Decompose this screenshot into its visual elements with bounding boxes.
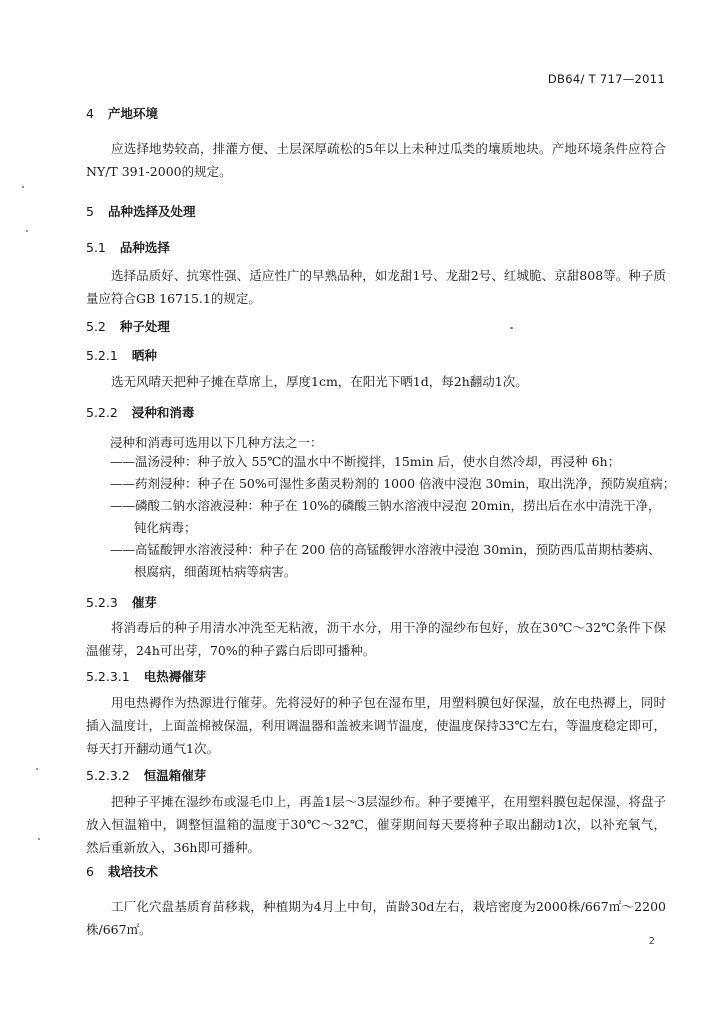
section-5-1-paragraph: 选择品质好、抗寒性强、适应性广的早熟品种，如龙甜1号、龙甜2号、红城脆、京甜808等。种子质量应符合GB 16715.1的规定。 [86, 268, 666, 306]
section-number: 6 [86, 864, 94, 879]
section-4-paragraph: 应选择地势较高，排灌方便、土层深厚疏松的5年以上未种过瓜类的壤质地块。产地环境条件应符合NY/T 391-2000的规定。 [86, 141, 666, 179]
section-title: 电热褥催芽 [143, 669, 207, 684]
list-item: ——磷酸二钠水溶液浸种：种子在 10%的磷酸三钠水溶液中浸泡 20min，捞出后在水中清洗干净， [110, 498, 661, 513]
scan-speck [36, 768, 38, 770]
section-number: 5.2.3.1 [86, 669, 130, 684]
section-5-2-3-1-paragraph: 用电热褥作为热源进行催芽。先将浸好的种子包在湿布里，用塑料膜包好保湿，放在电热褥上，同时插入温度计，上面盖棉被保温，利用调温器和盖被来调节温度，使温度保持33℃左右，等温度稳定即可，每天打开翻动通气1次。 [86, 695, 666, 756]
section-5-2-3-heading [86, 593, 157, 611]
soak-intro: 浸种和消毒可选用以下几种方法之一： [110, 435, 323, 450]
list-item: ——温汤浸种：种子放入 55℃的温水中不断搅拌，15min 后，使水自然冷却，再浸种 6h； [110, 454, 621, 469]
section-title: 催芽 [131, 595, 157, 610]
section-number: 5.2.1 [86, 348, 118, 363]
section-6-paragraph: 工厂化穴盘基质育苗移栽，种植期为4月上中旬，苗龄30d左右，栽培密度为2000株/667㎡～2200株/667㎡。 [86, 899, 666, 937]
section-title: 种子处理 [119, 319, 170, 334]
section-number: 5.2.3 [86, 595, 118, 610]
scan-speck [26, 230, 28, 232]
section-5-1-heading [86, 238, 170, 256]
section-5-2-2-heading [86, 403, 194, 421]
list-item-continuation: 钝化病毒； [134, 520, 197, 535]
section-title: 栽培技术 [107, 864, 158, 879]
section-title: 晒种 [131, 348, 157, 363]
page-number: 2 [648, 936, 655, 947]
section-title: 品种选择 [119, 240, 170, 255]
list-item: ——药剂浸种：种子在 50%可湿性多菌灵粉剂的 1000 倍液中浸泡 30min，取出洗净，预防炭疽病； [110, 476, 676, 491]
section-5-2-1-paragraph: 选无风晴天把种子摊在草席上，厚度1cm，在阳光下晒1d，每2h翻动1次。 [111, 374, 528, 389]
section-5-2-1-heading [86, 346, 157, 364]
section-5-2-3-1-heading [86, 667, 206, 685]
section-title: 浸种和消毒 [131, 405, 195, 420]
section-title: 恒温箱催芽 [143, 768, 207, 783]
section-number: 5.2.2 [86, 405, 118, 420]
section-5-2-3-2-heading [86, 766, 206, 784]
scan-speck [510, 327, 513, 329]
section-number: 5.1 [86, 240, 106, 255]
section-5-heading [86, 202, 195, 220]
list-item: ——高锰酸钾水溶液浸种：种子在 200 倍的高锰酸钾水溶液中浸泡 30min，预防西瓜苗期枯萎病、 [110, 542, 661, 557]
section-5-2-3-paragraph: 将消毒后的种子用清水冲洗至无粘液，沥干水分，用干净的湿纱布包好，放在30℃～32℃条件下保温催芽，24h可出芽，70%的种子露白后即可播种。 [86, 620, 666, 658]
scan-speck [22, 186, 24, 188]
section-4-heading [86, 104, 158, 122]
section-number: 5.2 [86, 319, 106, 334]
scan-speck [38, 838, 40, 840]
section-number: 5 [86, 204, 94, 219]
section-number: 4 [86, 106, 94, 121]
standard-code: DB64/ T 717—2011 [547, 72, 665, 86]
section-5-2-3-2-paragraph: 把种子平摊在湿纱布或湿毛巾上，再盖1层～3层湿纱布。种子要摊平，在用塑料膜包起保湿，将盘子放入恒温箱中，调整恒温箱的温度于30℃～32℃，催芽期间每天要将种子取出翻动1次，以补充氧气，然后重新放入，36h即可播种。 [86, 794, 666, 855]
section-6-heading [86, 862, 158, 880]
list-item-continuation: 根腐病，细菌斑枯病等病害。 [134, 564, 297, 579]
section-5-2-heading [86, 317, 170, 335]
section-number: 5.2.3.2 [86, 768, 130, 783]
section-title: 产地环境 [107, 106, 158, 121]
section-title: 品种选择及处理 [107, 204, 196, 219]
